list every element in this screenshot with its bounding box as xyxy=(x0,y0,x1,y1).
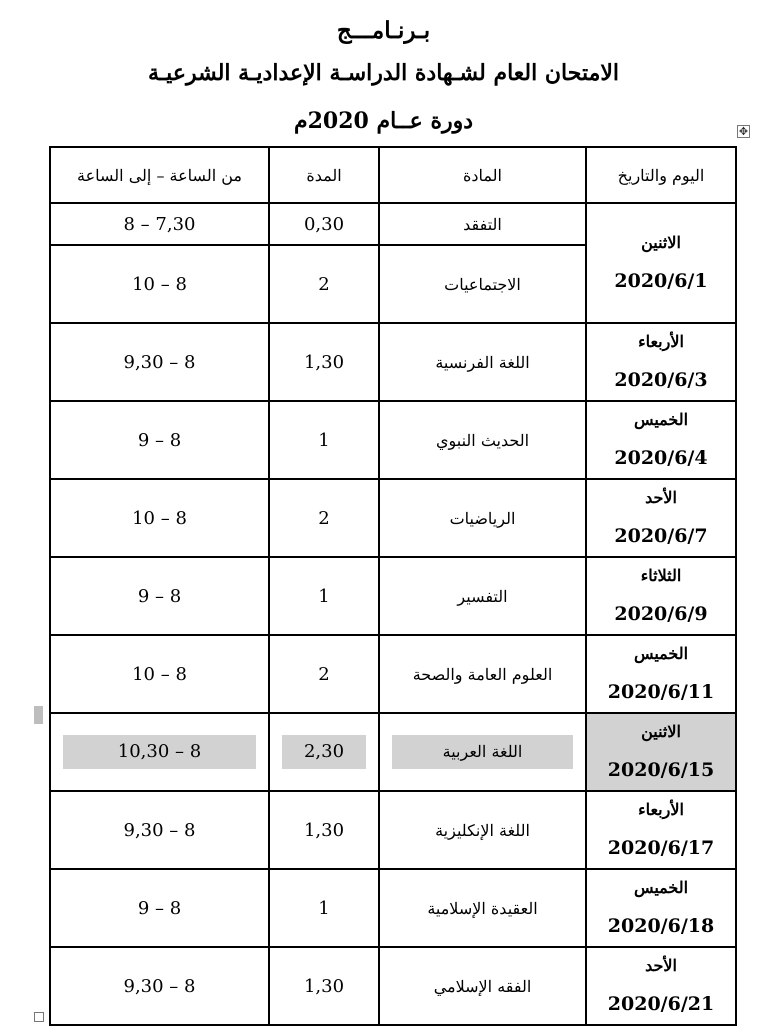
subject-cell-text: الحديث النبوي xyxy=(435,430,530,450)
time-cell xyxy=(50,947,269,1025)
duration-cell xyxy=(269,947,379,1025)
duration-cell xyxy=(269,479,379,557)
duration-cell xyxy=(269,869,379,947)
exam-date: 2020/6/3 xyxy=(614,369,708,391)
time-cell-text: 9 – 8 xyxy=(137,585,182,607)
duration-cell xyxy=(269,713,379,791)
day-name: الخميس xyxy=(633,410,689,429)
table-row xyxy=(50,203,736,245)
document-header xyxy=(0,14,767,138)
day-date-cell xyxy=(586,947,736,1025)
subject-cell-text: اللغة الفرنسية xyxy=(435,352,530,372)
subject-cell-text: الاجتماعيات xyxy=(444,274,521,294)
time-cell-text: 10 – 8 xyxy=(132,663,187,685)
time-cell xyxy=(50,323,269,401)
subject-cell-text: اللغة الإنكليزية xyxy=(435,820,530,840)
time-cell xyxy=(50,791,269,869)
duration-cell xyxy=(269,635,379,713)
subject-cell xyxy=(379,557,586,635)
subject-cell-text: التفسير xyxy=(457,586,508,606)
day-name: الأربعاء xyxy=(638,800,684,819)
exam-date: 2020/6/7 xyxy=(614,525,708,547)
table-row xyxy=(50,557,736,635)
subject-cell-text: الرياضيات xyxy=(449,508,516,528)
exam-date: 2020/6/11 xyxy=(607,681,715,703)
time-cell xyxy=(50,557,269,635)
day-name: الخميس xyxy=(633,644,689,663)
exam-date: 2020/6/15 xyxy=(607,759,715,781)
header-day-date: اليوم والتاريخ xyxy=(586,147,736,203)
subject-cell xyxy=(379,947,586,1025)
time-cell-text: 10 – 8 xyxy=(132,507,187,529)
subject-cell xyxy=(379,713,586,791)
duration-cell xyxy=(269,323,379,401)
subject-cell-text: التفقد xyxy=(463,214,502,234)
subject-cell xyxy=(379,479,586,557)
subject-cell-text: العقيدة الإسلامية xyxy=(427,898,538,918)
duration-cell-text: 1 xyxy=(318,585,330,607)
duration-cell-text: 1 xyxy=(318,429,330,451)
duration-cell xyxy=(269,557,379,635)
exam-date: 2020/6/9 xyxy=(614,603,708,625)
row-selection-marker xyxy=(34,706,43,724)
session-title: دورة عــام 2020م xyxy=(293,108,474,134)
duration-cell xyxy=(269,791,379,869)
exam-date: 2020/6/17 xyxy=(607,837,715,859)
day-name: الاثنين xyxy=(641,722,681,741)
time-cell xyxy=(50,401,269,479)
exam-date: 2020/6/18 xyxy=(607,915,715,937)
time-cell-text: 10,30 – 8 xyxy=(63,735,256,769)
time-cell xyxy=(50,635,269,713)
day-date-cell xyxy=(586,401,736,479)
time-cell-text: 9 – 8 xyxy=(137,429,182,451)
subject-cell xyxy=(379,869,586,947)
day-date-cell xyxy=(586,479,736,557)
table-resize-handle[interactable] xyxy=(34,1012,44,1022)
time-cell xyxy=(50,245,269,323)
time-cell-text: 9,30 – 8 xyxy=(123,819,196,841)
day-date-cell xyxy=(586,635,736,713)
duration-cell-text: 1,30 xyxy=(303,819,345,841)
time-cell-text: 9,30 – 8 xyxy=(123,351,196,373)
subject-cell-text: اللغة العربية xyxy=(392,735,573,769)
duration-cell xyxy=(269,401,379,479)
table-row xyxy=(50,323,736,401)
duration-cell xyxy=(269,203,379,245)
header-duration: المدة xyxy=(269,147,379,203)
table-row xyxy=(50,791,736,869)
time-cell-text: 9 – 8 xyxy=(137,897,182,919)
day-name: الثلاثاء xyxy=(640,566,682,585)
duration-cell-text: 1 xyxy=(318,897,330,919)
page-title: بـرنـامـــج xyxy=(336,17,431,44)
table-header-row xyxy=(50,147,736,203)
subject-cell xyxy=(379,203,586,245)
duration-cell-text: 2 xyxy=(318,273,330,295)
duration-cell-text: 2,30 xyxy=(282,735,366,769)
time-cell-text: 10 – 8 xyxy=(132,273,187,295)
time-cell xyxy=(50,203,269,245)
table-row xyxy=(50,947,736,1025)
duration-cell-text: 2 xyxy=(318,507,330,529)
subject-cell-text: العلوم العامة والصحة xyxy=(412,664,553,684)
time-cell xyxy=(50,713,269,791)
table-row xyxy=(50,401,736,479)
exam-schedule-table xyxy=(49,146,737,1026)
day-name: الأحد xyxy=(645,488,677,507)
subject-cell-text: الفقه الإسلامي xyxy=(433,976,532,996)
exam-date: 2020/6/1 xyxy=(614,270,708,292)
subject-cell xyxy=(379,401,586,479)
day-date-cell xyxy=(586,791,736,869)
duration-cell-text: 1,30 xyxy=(303,351,345,373)
table-row xyxy=(50,869,736,947)
subject-cell xyxy=(379,245,586,323)
duration-cell-text: 1,30 xyxy=(303,975,345,997)
exam-date: 2020/6/21 xyxy=(607,993,715,1015)
day-date-cell xyxy=(586,323,736,401)
day-name: الأحد xyxy=(645,956,677,975)
exam-date: 2020/6/4 xyxy=(614,447,708,469)
day-date-cell xyxy=(586,557,736,635)
exam-subtitle: الامتحان العام لشـهادة الدراسـة الإعداديـة الشرعيـة xyxy=(147,60,620,86)
table-row xyxy=(50,635,736,713)
day-name: الخميس xyxy=(633,878,689,897)
subject-cell xyxy=(379,635,586,713)
table-row xyxy=(50,713,736,791)
day-date-cell xyxy=(586,203,736,323)
header-time: من الساعة – إلى الساعة xyxy=(50,147,269,203)
duration-cell-text: 2 xyxy=(318,663,330,685)
day-name: الأربعاء xyxy=(638,332,684,351)
duration-cell-text: 0,30 xyxy=(303,213,345,235)
subject-cell xyxy=(379,323,586,401)
time-cell-text: 9,30 – 8 xyxy=(123,975,196,997)
time-cell xyxy=(50,869,269,947)
table-move-handle-icon[interactable]: ✥ xyxy=(738,125,749,138)
time-cell xyxy=(50,479,269,557)
header-subject: المادة xyxy=(379,147,586,203)
duration-cell xyxy=(269,245,379,323)
subject-cell xyxy=(379,791,586,869)
time-cell-text: 8 – 7,30 xyxy=(123,213,196,235)
day-date-cell xyxy=(586,869,736,947)
table-row xyxy=(50,479,736,557)
day-name: الاثنين xyxy=(641,233,681,252)
day-date-cell xyxy=(586,713,736,791)
